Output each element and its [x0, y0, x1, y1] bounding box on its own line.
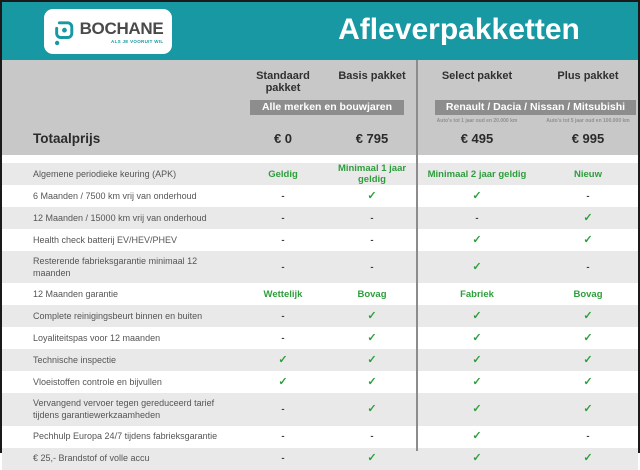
- cell-text: Wettelijk: [263, 288, 303, 300]
- feature-rows: [2, 163, 638, 470]
- page-title: Afleverpakketten: [338, 13, 580, 46]
- check-icon: ✓: [472, 402, 482, 415]
- column-notes-row: [2, 115, 638, 126]
- cell-text: Bovag: [573, 288, 603, 300]
- cell-text: Bovag: [357, 288, 387, 300]
- dash-mark: -: [475, 212, 479, 224]
- check-icon: ✓: [583, 402, 593, 415]
- dash-mark: -: [586, 431, 590, 443]
- badge-alle-merken: Alle merken en bouwjaren: [250, 100, 404, 115]
- check-icon: ✓: [367, 309, 377, 322]
- row-label: Complete reinigingsbeurt binnen en buiten: [33, 311, 203, 322]
- group-divider-line: [416, 60, 418, 451]
- row-label: 12 Maanden garantie: [33, 289, 119, 300]
- brand-name: BOCHANE: [79, 18, 164, 38]
- dash-mark: -: [281, 310, 285, 322]
- dash-mark: -: [281, 332, 285, 344]
- dash-mark: -: [370, 261, 374, 273]
- check-icon: ✓: [367, 189, 377, 202]
- row-label: Vloeistoffen controle en bijvullen: [33, 377, 162, 388]
- cell-text: Nieuw: [574, 168, 602, 180]
- check-icon: ✓: [278, 353, 288, 366]
- check-icon: ✓: [367, 331, 377, 344]
- cell-text: Fabriek: [460, 288, 494, 300]
- table-row: [2, 349, 638, 371]
- band-gap: [2, 155, 638, 163]
- col-title-select: Select pakket: [441, 70, 513, 82]
- dash-mark: -: [281, 190, 285, 202]
- row-label: Health check batterij EV/HEV/PHEV: [33, 234, 178, 245]
- table-header-band: [2, 60, 638, 155]
- col-title-basis: Basis pakket: [338, 70, 406, 82]
- check-icon: ✓: [583, 233, 593, 246]
- check-icon: ✓: [583, 353, 593, 366]
- table-row: [2, 229, 638, 251]
- price-plus: € 995: [571, 131, 605, 146]
- badge-brands: Renault / Dacia / Nissan / Mitsubishi: [435, 100, 636, 115]
- check-icon: ✓: [278, 375, 288, 388]
- table-row: [2, 207, 638, 229]
- dash-mark: -: [370, 431, 374, 443]
- row-label: Vervangend vervoer tegen gereduceerd tarief tijdens garantiewerkzaamheden: [33, 398, 215, 421]
- check-icon: ✓: [472, 309, 482, 322]
- row-label: 6 Maanden / 7500 km vrij van onderhoud: [33, 190, 197, 201]
- row-label: Resterende fabrieksgarantie minimaal 12 maanden: [33, 256, 198, 279]
- row-label: 12 Maanden / 15000 km vrij van onderhoud: [33, 212, 207, 223]
- spacer: [328, 115, 416, 126]
- table-row: [2, 448, 638, 470]
- check-icon: ✓: [367, 402, 377, 415]
- cell-text: Geldig: [268, 168, 298, 180]
- row-label: Algemene periodieke keuring (APK): [33, 168, 177, 179]
- cell-text: Minimaal 2 jaar geldig: [427, 168, 527, 180]
- check-icon: ✓: [472, 233, 482, 246]
- check-icon: ✓: [472, 430, 482, 443]
- check-icon: ✓: [472, 375, 482, 388]
- check-icon: ✓: [583, 375, 593, 388]
- dash-mark: -: [281, 453, 285, 465]
- table-row: [2, 426, 638, 448]
- spacer: [238, 115, 328, 126]
- dash-mark: -: [281, 234, 285, 246]
- table-row: [2, 251, 638, 283]
- table-row: [2, 327, 638, 349]
- bochane-logo: [44, 9, 172, 54]
- check-icon: ✓: [472, 189, 482, 202]
- dash-mark: -: [281, 403, 285, 415]
- price-basis: € 795: [355, 131, 389, 146]
- note-select: Auto's tot 1 jaar oud en 20.000 km: [436, 118, 518, 124]
- dash-mark: -: [586, 190, 590, 202]
- dash-mark: -: [281, 431, 285, 443]
- brand-tagline: ALS JE VOORUIT WIL: [111, 38, 164, 44]
- check-icon: ✓: [367, 353, 377, 366]
- col-title-standaard: Standaard pakket: [256, 70, 310, 94]
- table-row: [2, 163, 638, 185]
- dash-mark: -: [586, 261, 590, 273]
- check-icon: ✓: [583, 331, 593, 344]
- row-label: € 25,- Brandstof of volle accu: [33, 453, 150, 464]
- bochane-b-icon: [53, 18, 75, 46]
- table-row: [2, 393, 638, 425]
- check-icon: ✓: [583, 309, 593, 322]
- check-icon: ✓: [367, 452, 377, 465]
- check-icon: ✓: [472, 331, 482, 344]
- check-icon: ✓: [472, 452, 482, 465]
- check-icon: ✓: [583, 452, 593, 465]
- spacer: [2, 100, 238, 115]
- dash-mark: -: [281, 212, 285, 224]
- col-title-plus: Plus pakket: [557, 70, 619, 82]
- dash-mark: -: [370, 212, 374, 224]
- package-titles-row: [2, 60, 638, 94]
- note-plus: Auto's tot 5 jaar oud en 100.000 km: [546, 118, 630, 124]
- table-row: [2, 283, 638, 305]
- logo-text: [80, 20, 164, 44]
- dash-mark: -: [281, 261, 285, 273]
- group-badges-row: [2, 100, 638, 115]
- cell-text: Minimaal 1 jaar geldig: [337, 163, 407, 185]
- page-header: [2, 2, 638, 60]
- check-icon: ✓: [472, 260, 482, 273]
- row-label: Technische inspectie: [33, 355, 117, 366]
- spacer: [2, 115, 238, 126]
- table-row: [2, 371, 638, 393]
- table-row: [2, 185, 638, 207]
- spacer: [2, 60, 238, 94]
- price-standaard: € 0: [273, 131, 293, 146]
- check-icon: ✓: [583, 211, 593, 224]
- table-row: [2, 305, 638, 327]
- row-label: Pechhulp Europa 24/7 tijdens fabrieksgarantie: [33, 431, 218, 442]
- total-label: Totaalprijs: [33, 131, 101, 146]
- dash-mark: -: [370, 234, 374, 246]
- check-icon: ✓: [367, 375, 377, 388]
- row-label: Loyaliteitspas voor 12 maanden: [33, 333, 161, 344]
- total-price-row: [2, 126, 638, 155]
- check-icon: ✓: [472, 353, 482, 366]
- price-select: € 495: [460, 131, 494, 146]
